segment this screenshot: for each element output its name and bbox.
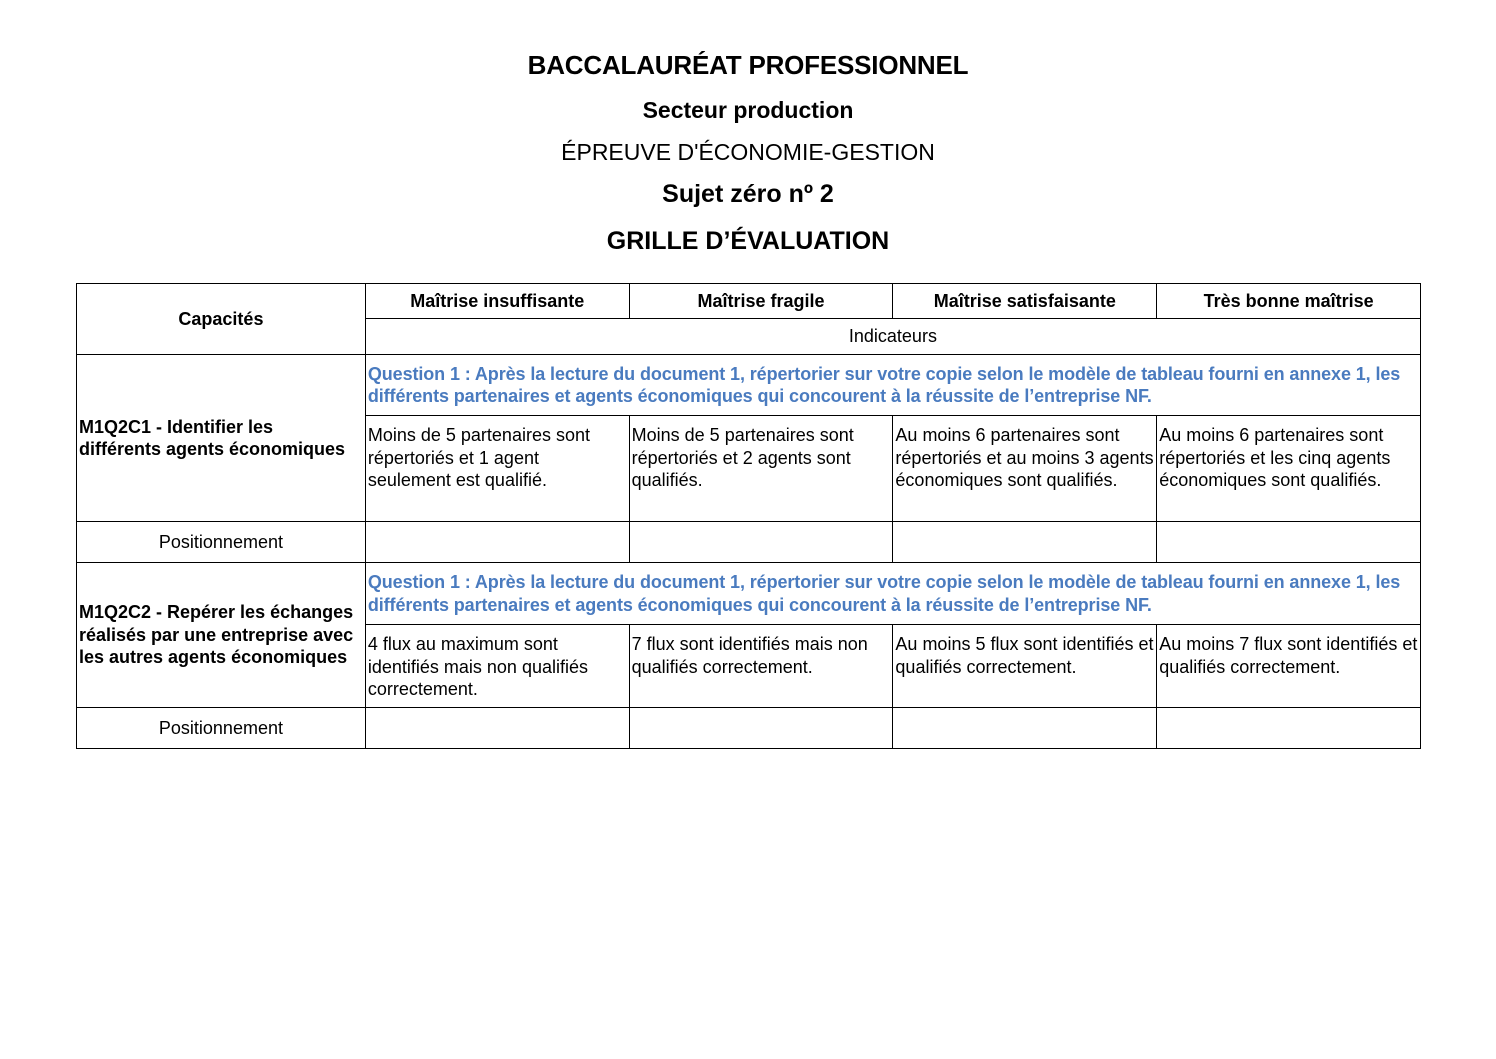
indicator-insuffisante: Moins de 5 partenaires sont répertoriés et 1 agent seulement est qualifié. [365,416,629,522]
document-title: BACCALAURÉAT PROFESSIONNEL [527,50,969,80]
positionnement-cell-tres-bonne[interactable] [1157,708,1421,749]
positionnement-row [77,522,1421,563]
capacite-text: M1Q2C1 - Identifier les différents agents économiques [79,416,346,459]
level-header-tres-bonne: Très bonne maîtrise [1157,284,1421,319]
positionnement-cell-insuffisante[interactable] [365,708,629,749]
capacite-cell [77,563,366,708]
level-header-satisfaisante: Maîtrise satisfaisante [893,284,1157,319]
exam-name: ÉPREUVE D'ÉCONOMIE-GESTION [561,139,935,165]
levels-header-row [77,284,1421,319]
positionnement-cell-insuffisante[interactable] [365,522,629,563]
positionnement-cell-tres-bonne[interactable] [1157,522,1421,563]
indicator-satisfaisante: Au moins 6 partenaires sont répertoriés et au moins 3 agents économiques sont qualifiés. [893,416,1157,522]
capacites-header: Capacités [77,284,366,355]
indicator-satisfaisante: Au moins 5 flux sont identifiés et qualifiés correctement. [893,625,1157,708]
indicator-fragile: Moins de 5 partenaires sont répertoriés et 2 agents sont qualifiés. [629,416,893,522]
level-header-insuffisante: Maîtrise insuffisante [365,284,629,319]
indicateurs-header: Indicateurs [365,319,1420,355]
grid-title: GRILLE D’ÉVALUATION [606,227,890,255]
positionnement-cell-satisfaisante[interactable] [893,522,1157,563]
positionnement-cell-fragile[interactable] [629,708,893,749]
evaluation-grid [76,283,1421,749]
positionnement-row [77,708,1421,749]
indicator-fragile: 7 flux sont identifiés mais non qualifiés correctement. [629,625,893,708]
positionnement-cell-satisfaisante[interactable] [893,708,1157,749]
level-header-fragile: Maîtrise fragile [629,284,893,319]
indicator-tres-bonne: Au moins 6 partenaires sont répertoriés et les cinq agents économiques sont qualifiés. [1157,416,1421,522]
positionnement-cell-fragile[interactable] [629,522,893,563]
positionnement-label: Positionnement [77,522,366,563]
indicator-tres-bonne: Au moins 7 flux sont identifiés et qualifiés correctement. [1157,625,1421,708]
capacite-cell [77,355,366,522]
subject-number: Sujet zéro nº 2 [662,180,834,208]
indicator-insuffisante: 4 flux au maximum sont identifiés mais non qualifiés correctement. [365,625,629,708]
sector-subtitle: Secteur production [642,97,854,123]
question-text: Question 1 : Après la lecture du document 1, répertorier sur votre copie selon le modèle de tableau fourni en annexe 1, les différents partenaires et agents économiques qui concourent à la réussite de l’entreprise NF. [365,563,1420,625]
question-row [77,355,1421,416]
question-text: Question 1 : Après la lecture du document 1, répertorier sur votre copie selon le modèle de tableau fourni en annexe 1, les différents partenaires et agents économiques qui concourent à la réussite de l’entreprise NF. [365,355,1420,416]
positionnement-label: Positionnement [77,708,366,749]
question-row [77,563,1421,625]
capacite-text: M1Q2C2 - Repérer les échanges réalisés par une entreprise avec les autres agents économiques [79,602,354,668]
